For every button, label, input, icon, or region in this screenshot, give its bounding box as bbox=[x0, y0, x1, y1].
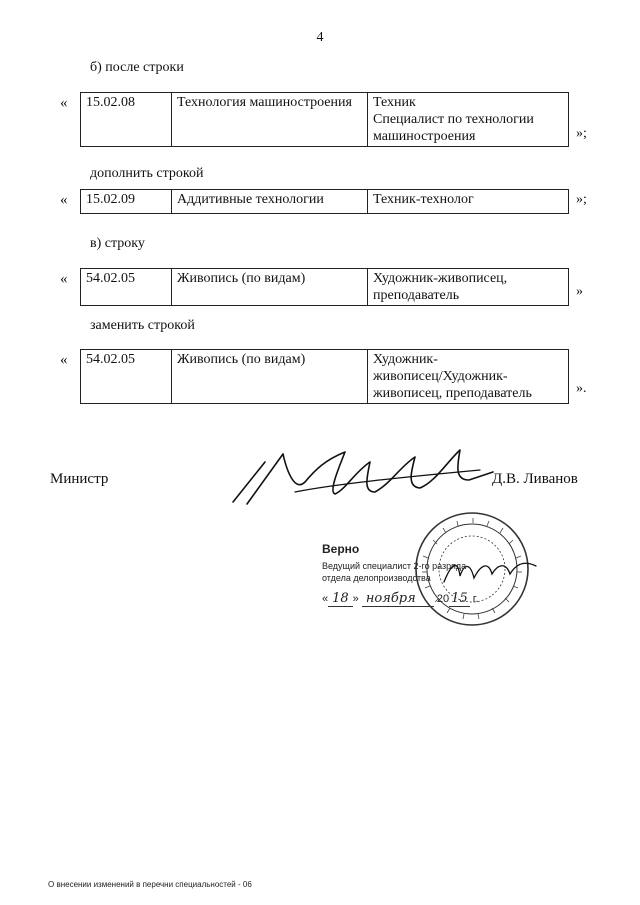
qualification-line: Художник- bbox=[373, 352, 438, 367]
certifier-position: Ведущий специалист 2-го разряда bbox=[322, 561, 467, 571]
table-row bbox=[81, 93, 569, 147]
specialty-table bbox=[80, 92, 569, 147]
table-row bbox=[81, 190, 569, 214]
close-quote: » bbox=[576, 284, 583, 299]
close-quote: »; bbox=[576, 126, 587, 141]
close-quote: »; bbox=[576, 192, 587, 207]
date-year-suffix: г. bbox=[472, 593, 479, 605]
close-quote: ». bbox=[576, 381, 587, 396]
certifier-department: отдела делопроизводства bbox=[322, 573, 431, 583]
certification-date bbox=[322, 591, 479, 607]
table-row bbox=[81, 269, 569, 306]
specialty-name: Живопись (по видам) bbox=[172, 350, 368, 404]
specialty-table bbox=[80, 268, 569, 306]
specialty-code: 15.02.09 bbox=[81, 190, 172, 214]
section-label-replace-row: заменить строкой bbox=[90, 318, 195, 333]
specialty-code: 15.02.08 bbox=[81, 93, 172, 147]
specialty-code: 54.02.05 bbox=[81, 269, 172, 306]
page-number: 4 bbox=[316, 30, 324, 45]
date-open-quote: « bbox=[322, 593, 329, 605]
qualification-line: Художник-живописец, bbox=[373, 271, 508, 286]
qualification-line: машиностроения bbox=[373, 129, 476, 144]
date-close-quote: » bbox=[352, 593, 359, 605]
open-quote: « bbox=[60, 192, 68, 208]
specialty-row-block bbox=[56, 268, 596, 308]
date-day: 18 bbox=[328, 591, 353, 607]
section-label-add-row: дополнить строкой bbox=[90, 166, 204, 181]
minister-title: Министр bbox=[50, 471, 109, 487]
specialty-row-block bbox=[56, 349, 596, 407]
section-label-after-row: б) после строки bbox=[90, 60, 184, 75]
specialty-name: Живопись (по видам) bbox=[172, 269, 368, 306]
qualification-cell bbox=[368, 93, 569, 147]
qualification-line: живописец, преподаватель bbox=[373, 386, 532, 401]
qualification-line: Специалист по технологии bbox=[373, 112, 534, 127]
open-quote: « bbox=[60, 271, 68, 287]
qualification-line: Техник bbox=[373, 95, 416, 110]
qualification-line: живописец/Художник- bbox=[373, 369, 508, 384]
open-quote: « bbox=[60, 95, 68, 111]
certification-block bbox=[322, 542, 466, 584]
specialty-name: Технология машиностроения bbox=[172, 93, 368, 147]
verno-label: Верно bbox=[322, 542, 360, 556]
specialty-row-block bbox=[56, 92, 596, 154]
document-footer: О внесении изменений в перечни специальностей - 06 bbox=[48, 880, 252, 889]
section-label-row: в) строку bbox=[90, 236, 145, 251]
qualification-cell bbox=[368, 190, 569, 214]
date-year: 15 bbox=[451, 591, 468, 606]
qualification-cell bbox=[368, 269, 569, 306]
specialty-row-block bbox=[56, 189, 596, 215]
specialty-name: Аддитивные технологии bbox=[172, 190, 368, 214]
table-row bbox=[81, 350, 569, 404]
qualification-cell bbox=[368, 350, 569, 404]
open-quote: « bbox=[60, 352, 68, 368]
minister-signature bbox=[225, 432, 495, 517]
date-year-prefix: 20 bbox=[436, 593, 450, 605]
specialty-table bbox=[80, 349, 569, 404]
specialty-table bbox=[80, 189, 569, 214]
specialty-code: 54.02.05 bbox=[81, 350, 172, 404]
date-month: ноября bbox=[362, 591, 434, 607]
qualification-line: преподаватель bbox=[373, 288, 460, 303]
minister-name: Д.В. Ливанов bbox=[492, 471, 578, 487]
qualification-line: Техник-технолог bbox=[373, 192, 474, 207]
